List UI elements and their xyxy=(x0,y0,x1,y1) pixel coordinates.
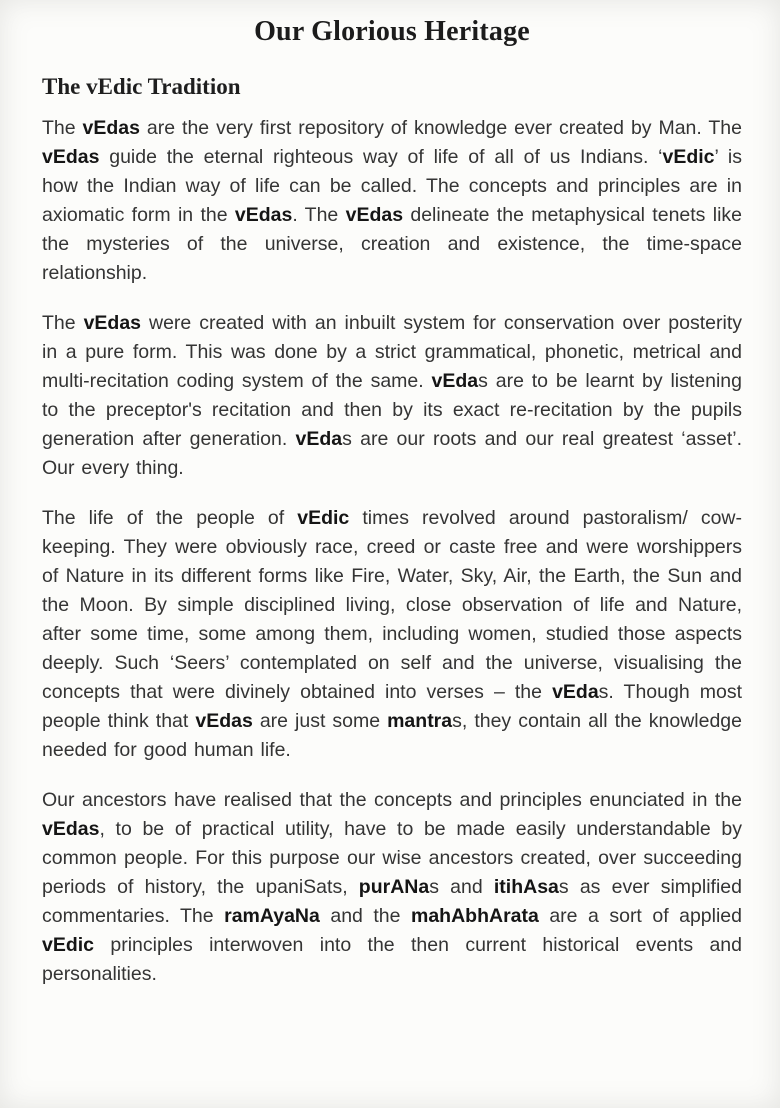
text-segment: s, they contain all the knowledge needed for good human life. xyxy=(42,710,742,761)
paragraph xyxy=(42,786,742,989)
text-segment: principles interwoven into the then current historical events and personalities. xyxy=(42,934,742,985)
body-text xyxy=(42,114,742,989)
bold-term: vEda xyxy=(431,370,479,392)
text-segment: The life of the people of xyxy=(42,507,298,529)
text-segment: guide the eternal righteous way of life of all of us Indians. ‘ xyxy=(99,146,663,168)
text-segment: s are to be learnt by listening to the preceptor's recitation and then by its exact re-recitation by the pupils generation after generation. xyxy=(42,370,742,450)
text-segment: s. Though most people think that xyxy=(42,681,742,732)
bold-term: vEdic xyxy=(662,146,715,168)
bold-term: vEdas xyxy=(83,312,142,334)
paragraph xyxy=(42,309,742,483)
text-segment: Our ancestors have realised that the concepts and principles enunciated in the xyxy=(42,789,742,811)
text-segment: are a sort of applied xyxy=(538,905,742,927)
text-segment: times revolved around pastoralism/ cow-keeping. They were obviously race, creed or caste free and were worshippers of Nature in its different forms like Fire, Water, Sky, Air, the Earth, the Sun and the Moon. By simple disciplined living, close observation of life and Nature, after some time, some among them, including women, studied those aspects deeply. Such ‘Seers’ contemplated on self and the universe, visualising the concepts that were divinely obtained into verses – the xyxy=(42,507,742,703)
bold-term: vEdas xyxy=(42,818,100,840)
text-segment: were created with an inbuilt system for conservation over posterity in a pure form. This was done by a strict grammatical, phonetic, metrical and multi-recitation coding system of the same. xyxy=(42,312,742,392)
page-title: Our Glorious Heritage xyxy=(254,16,530,47)
bold-term: vEdic xyxy=(42,934,95,956)
bold-term: vEda xyxy=(552,681,599,703)
text-segment: s as ever simplified commentaries. The xyxy=(42,876,742,927)
text-segment: . The xyxy=(292,204,346,226)
text-segment: ’ is how the Indian way of life can be called. The concepts and principles are in axiomatic form in the xyxy=(42,146,742,226)
text-segment: are the very first repository of knowledge ever created by Man. The xyxy=(140,117,742,139)
text-segment: s are our roots and our real greatest ‘asset’. Our every thing. xyxy=(42,428,742,479)
bold-term: mantra xyxy=(387,710,453,732)
bold-term: itihAsa xyxy=(493,876,559,898)
text-segment: s and xyxy=(429,876,494,898)
section-heading: The vEdic Tradition xyxy=(42,74,241,99)
paragraph xyxy=(42,504,742,765)
text-segment: The xyxy=(42,117,83,139)
bold-term: vEdic xyxy=(297,507,350,529)
text-segment: delineate the metaphysical tenets like the mysteries of the universe, creation and existence, the time-space relationship. xyxy=(42,204,742,284)
bold-term: vEdas xyxy=(234,204,293,226)
paragraph xyxy=(42,114,742,288)
text-segment: The xyxy=(42,312,84,334)
bold-term: mahAbhArata xyxy=(410,905,539,927)
bold-term: vEdas xyxy=(82,117,140,139)
bold-term: purANa xyxy=(358,876,430,898)
bold-term: ramAyaNa xyxy=(224,905,320,927)
bold-term: vEdas xyxy=(195,710,253,732)
bold-term: vEdas xyxy=(42,146,100,168)
bold-term: vEdas xyxy=(345,204,404,226)
text-segment: and the xyxy=(319,905,411,927)
bold-term: vEda xyxy=(295,428,343,450)
text-segment: are just some xyxy=(252,710,388,732)
text-segment: , to be of practical utility, have to be made easily understandable by common people. For this purpose our wise ancestors created, over succeeding periods of history, the upaniSats, xyxy=(42,818,742,898)
